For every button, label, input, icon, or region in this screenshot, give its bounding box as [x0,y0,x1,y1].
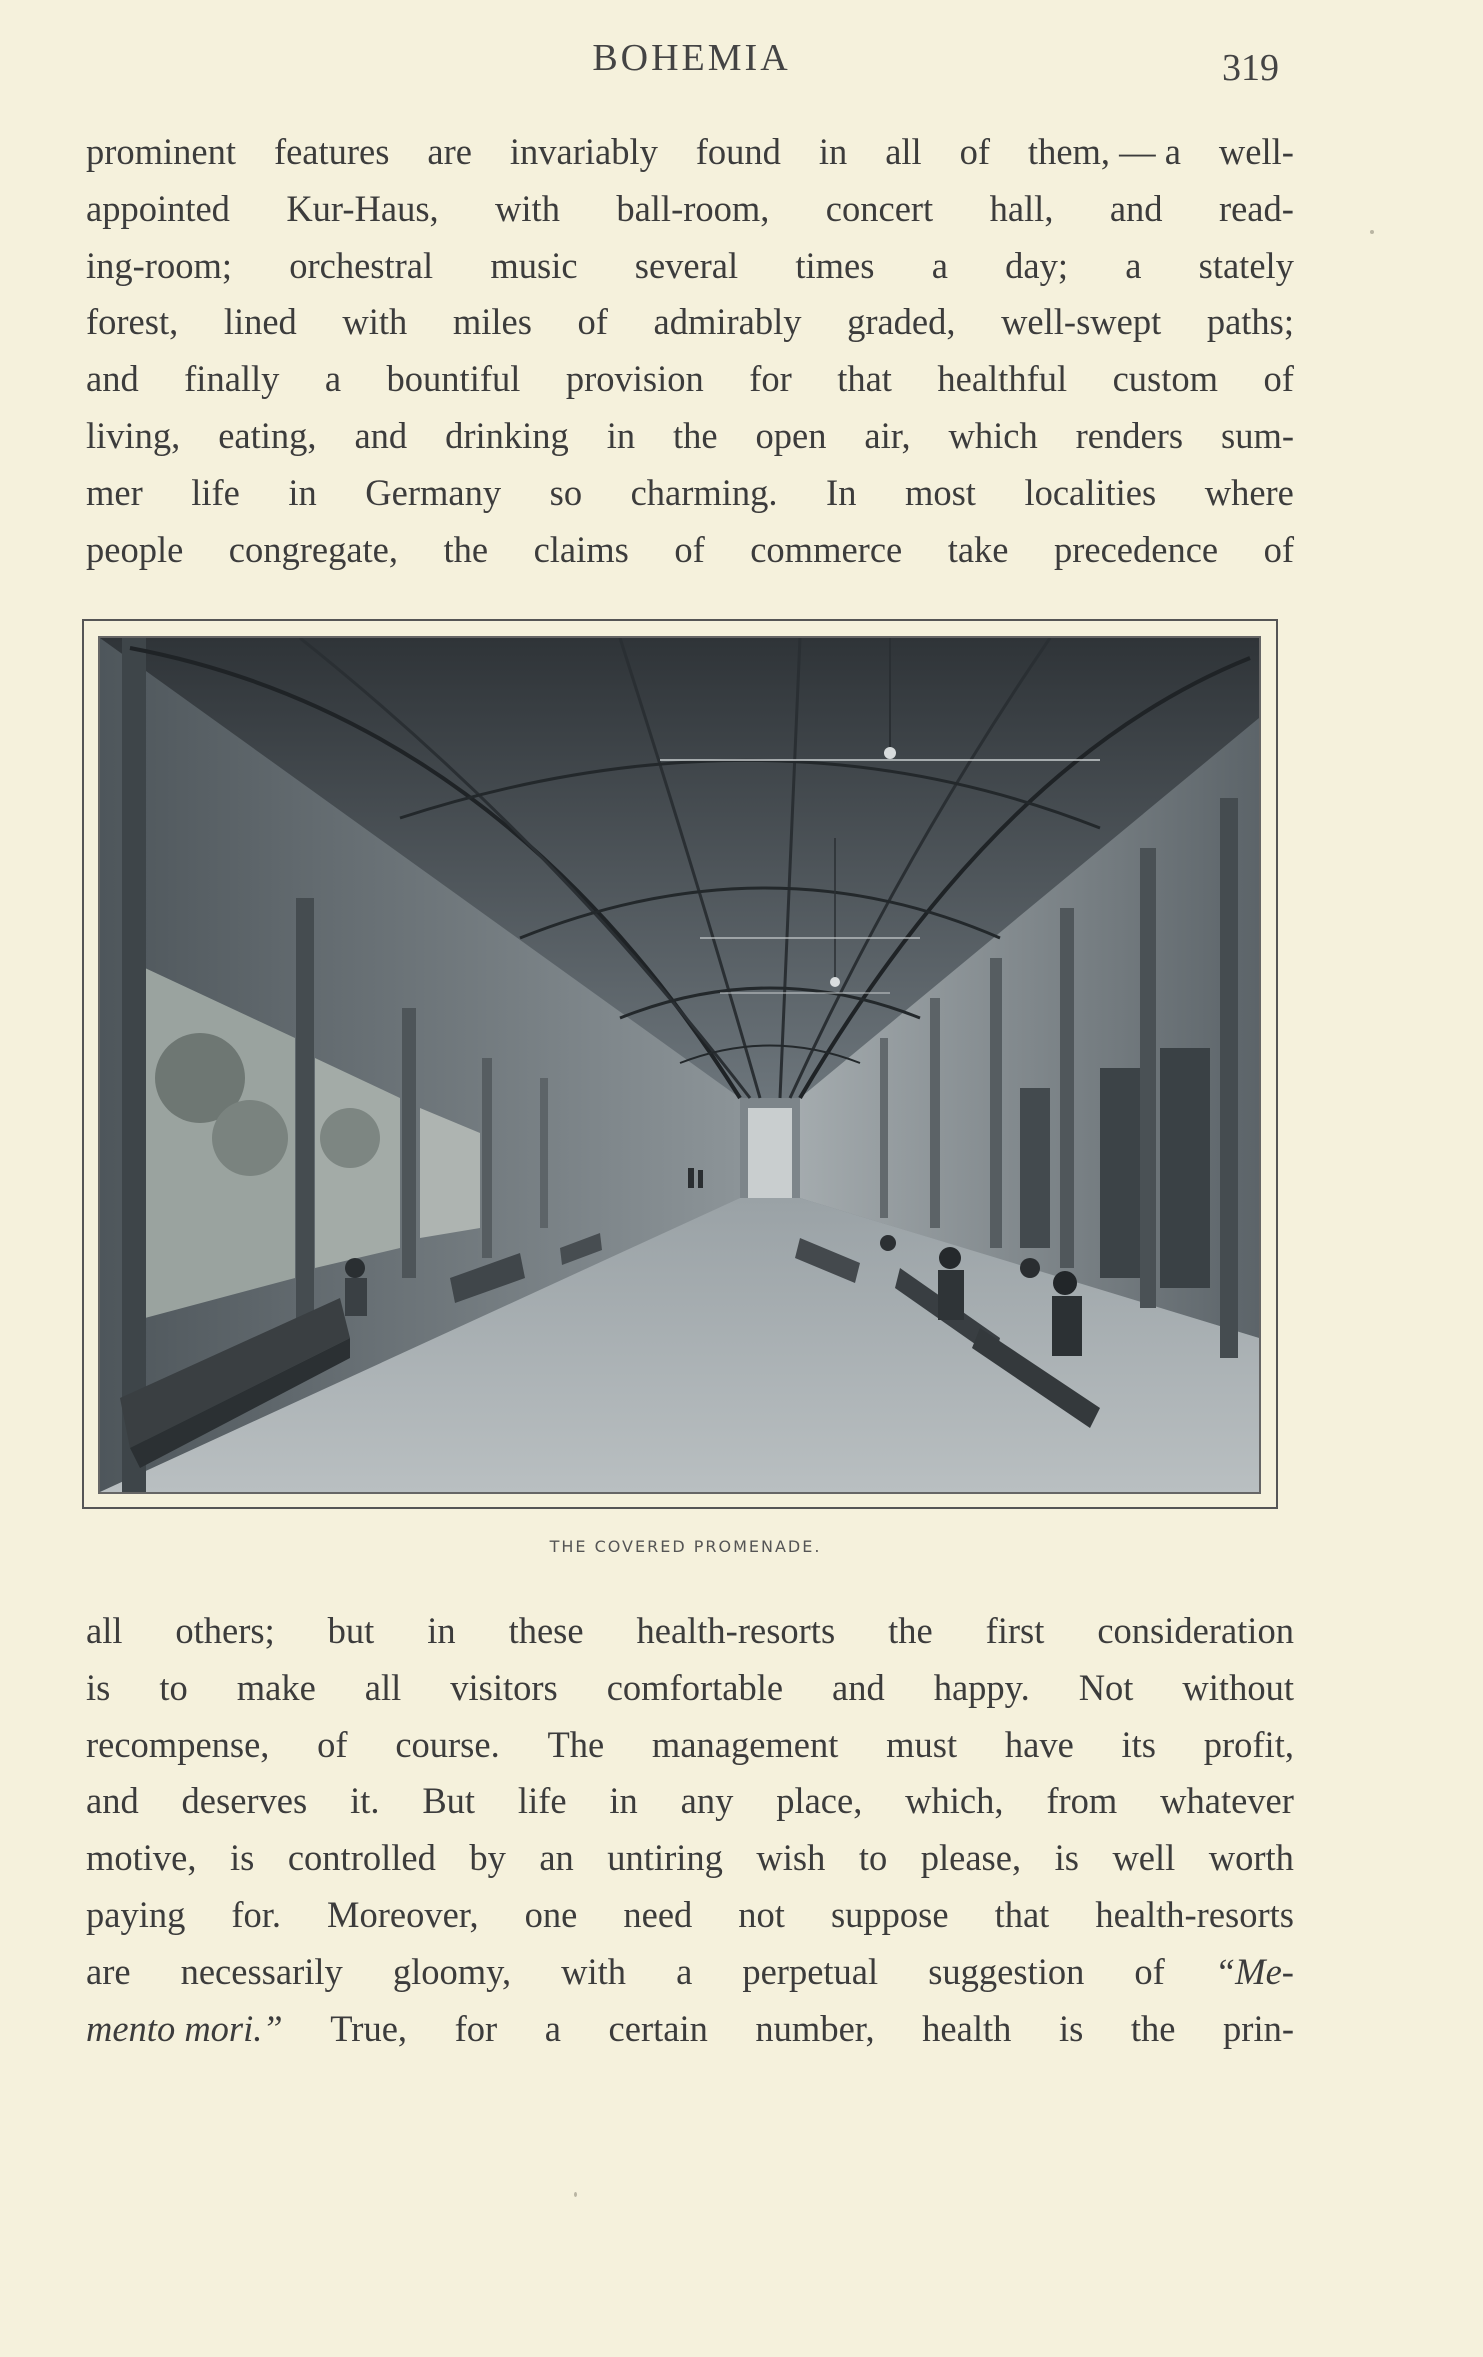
word: and [86,358,139,400]
text-line [86,351,1294,408]
word: are [427,131,472,172]
word: found [695,131,781,172]
figure-caption: THE COVERED PROMENADE. [549,1537,822,1556]
word: of [577,301,608,343]
word: whatever [1160,1780,1294,1822]
word: but [327,1610,375,1651]
word: untiring [607,1837,723,1879]
text-line [86,522,1294,579]
word: charming. [630,471,778,513]
word: prin- [1223,2007,1294,2049]
paper-speck [574,2192,577,2197]
word: ing-room; [86,244,232,286]
word: commerce [750,528,903,570]
word: that [994,1893,1050,1935]
word: and [1109,187,1163,229]
word: in [606,414,636,456]
word: miles [452,301,532,343]
word: motive, [86,1837,197,1879]
page-number: 319 [1222,47,1279,89]
paragraph-bottom [86,1603,1294,2057]
word: orchestral [289,244,434,286]
text-line [86,1887,1294,1944]
word: hall, [989,187,1054,229]
word: for. [231,1893,282,1935]
word: ball-room, [616,187,770,229]
word: number, [755,2007,875,2049]
word: controlled [287,1837,436,1879]
word: certain [608,2007,708,2049]
word: mento mori.” [86,2007,283,2049]
word: comfortable [606,1666,784,1708]
word: provision [565,358,704,400]
word: life [191,471,240,513]
word: features [273,131,390,172]
word: is [86,1666,111,1708]
figure-frame [82,619,1278,1509]
word: sum- [1220,414,1294,456]
word: in [609,1780,638,1822]
word: deserves [181,1780,308,1822]
word: day; [1005,244,1068,286]
word: finally [184,358,280,400]
text-line [86,2001,1294,2058]
word: prominent [86,131,237,172]
word: without [1182,1666,1294,1708]
word: is [1054,1837,1079,1879]
word: the [1130,2007,1176,2049]
word: first [985,1610,1045,1651]
word: to [159,1666,188,1708]
word: of [674,528,705,570]
word: which, [905,1780,1004,1822]
word: wish [756,1837,826,1879]
word: course. [395,1723,500,1765]
word: recompense, [86,1723,270,1765]
text-line [86,1773,1294,1830]
word: is [230,1837,255,1879]
word: in [427,1610,456,1651]
paragraph-top [86,124,1294,578]
word: management [651,1723,839,1765]
word: where [1204,471,1294,513]
word: a [324,358,342,400]
text-line [86,1603,1294,1660]
word: music [490,244,578,286]
word: health-resorts [636,1610,836,1651]
word: forest, [86,301,179,343]
word: an [539,1837,574,1879]
word: air, [864,414,911,456]
word: of [959,131,990,172]
word: of [317,1723,348,1765]
word: concert [825,187,934,229]
word: with [561,1950,627,1992]
word: well-swept [1001,301,1162,343]
word: most [904,471,976,513]
word: a [544,2007,561,2049]
word: please, [920,1837,1022,1879]
text-line [86,465,1294,522]
word: not [738,1893,785,1935]
text-line [86,294,1294,351]
word: renders [1075,414,1184,456]
word: The [547,1723,605,1765]
word: well- [1218,131,1294,172]
word: worth [1208,1837,1294,1879]
word: and [354,414,408,456]
word: stately [1198,244,1294,286]
word: consideration [1097,1610,1294,1651]
word: But [422,1780,476,1822]
paper-speck [1370,230,1374,234]
word: admirably [653,301,802,343]
text-line [86,1660,1294,1717]
word: place, [776,1780,863,1822]
word: profit, [1203,1723,1294,1765]
word: well [1112,1837,1176,1879]
promenade-photograph [98,636,1261,1494]
word: it. [350,1780,380,1822]
word: these [508,1610,584,1651]
word: have [1004,1723,1074,1765]
word: must [886,1723,958,1765]
word: lined [223,301,297,343]
word: are [86,1950,131,1992]
word: in [288,471,317,513]
word: of [1263,358,1294,400]
text-line [86,181,1294,238]
word: times [795,244,875,286]
running-head: BOHEMIA [592,37,791,79]
word: health [922,2007,1012,2049]
word: and [86,1780,139,1822]
word: one [524,1893,578,1935]
word: people [86,528,184,570]
word: congregate, [228,528,399,570]
word: with [342,301,408,343]
word: eating, [218,414,317,456]
word: suppose [830,1893,949,1935]
word: for [749,358,792,400]
word: graded, [847,301,956,343]
word: that [837,358,892,400]
word: Germany [365,471,502,513]
word: a [931,244,948,286]
word: custom [1112,358,1219,400]
word: all [86,1610,123,1651]
word: with [495,187,560,229]
word: need [623,1893,693,1935]
text-line [86,124,1294,181]
text-line [86,1944,1294,2001]
word: others; [175,1610,275,1651]
word: localities [1024,471,1157,513]
word: life [517,1780,567,1822]
word: gloomy, [392,1950,512,1992]
word: is [1058,2007,1084,2049]
word: any [680,1780,734,1822]
word: all [885,131,922,172]
word: health-resorts [1095,1893,1294,1935]
word: by [469,1837,506,1879]
word: appointed [86,187,230,229]
word: paths; [1206,301,1294,343]
word: for [454,2007,498,2049]
word: perpetual [742,1950,879,1992]
text-line [86,408,1294,465]
word: visitors [450,1666,558,1708]
text-line [86,1717,1294,1774]
text-line [86,1830,1294,1887]
word: living, [86,414,181,456]
word: suggestion [928,1950,1085,1992]
word: the [888,1610,933,1651]
word: them, — a [1027,131,1181,172]
text-line [86,238,1294,295]
word: “Me- [1214,1950,1294,1992]
word: open [755,414,827,456]
word: so [549,471,583,513]
word: a [1125,244,1142,286]
word: the [443,528,489,570]
word: from [1046,1780,1118,1822]
word: paying [86,1893,186,1935]
word: read- [1218,187,1294,229]
word: claims [533,528,629,570]
word: and [832,1666,885,1708]
word: of [1263,528,1294,570]
word: bountiful [386,358,521,400]
word: several [634,244,739,286]
word: which [948,414,1038,456]
word: all [364,1666,402,1708]
word: In [826,471,857,513]
word: Kur-Haus, [286,187,439,229]
word: mer [86,471,143,513]
word: invariably [509,131,658,172]
word: precedence [1054,528,1219,570]
word: make [236,1666,316,1708]
word: take [947,528,1009,570]
word: happy. [933,1666,1030,1708]
word: True, [330,2007,408,2049]
word: Not [1078,1666,1134,1708]
word: of [1134,1950,1165,1992]
word: necessarily [180,1950,343,1992]
word: a [676,1950,693,1992]
word: its [1121,1723,1157,1765]
word: to [858,1837,888,1879]
word: the [673,414,718,456]
word: drinking [445,414,569,456]
word: healthful [937,358,1068,400]
word: Moreover, [327,1893,479,1935]
word: in [818,131,848,172]
